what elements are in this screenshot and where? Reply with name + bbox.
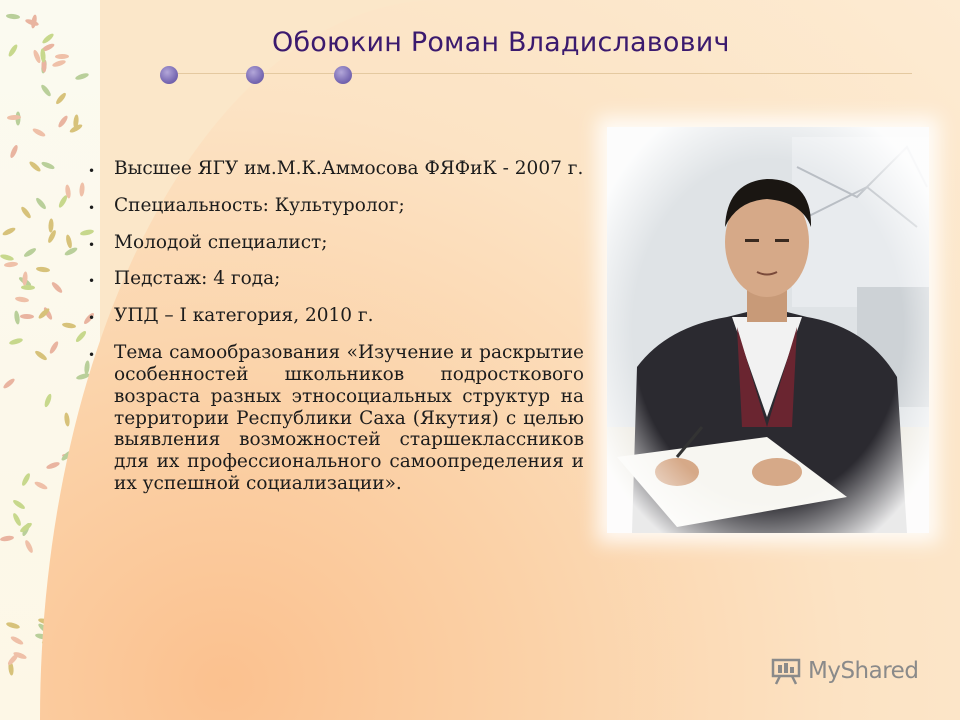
bullet-item: • Педстаж: 4 года; (88, 268, 584, 290)
leaf-decoration (35, 197, 48, 211)
leaf-decoration (41, 160, 56, 170)
bullet-item: • УПД – I категория, 2010 г. (88, 305, 584, 327)
leaf-decoration (74, 330, 87, 344)
leaf-decoration (55, 92, 68, 106)
bullet-item: • Специальность: Культуролог; (88, 195, 584, 217)
leaf-decoration (79, 182, 85, 196)
leaf-decoration (10, 635, 25, 646)
leaf-decoration (48, 340, 59, 355)
bullet-item: • Тема самообразования «Изучение и раскрытие особенностей школьников подросткового возраста разных этносоциальных структур на территории Республики Саха (Якутия) с целью выявления возможностей старшеклассников для их профессионального самоопределения и их успешной социализации». (88, 342, 584, 495)
leaf-decoration (0, 253, 14, 261)
bullet-marker: • (88, 348, 96, 363)
bullet-item: • Молодой специалист; (88, 232, 584, 254)
bullet-item: • Высшее ЯГУ им.М.К.Аммосова ФЯФиК - 2007 г. (88, 158, 584, 180)
leaf-decoration (2, 377, 16, 390)
bullet-marker: • (88, 237, 96, 252)
bullet-marker: • (88, 274, 96, 289)
leaf-decoration (7, 43, 19, 57)
leaf-decoration (14, 310, 21, 325)
myshared-watermark (770, 656, 918, 686)
leaf-decoration (6, 13, 20, 19)
bullet-marker: • (88, 200, 96, 215)
leaf-decoration (9, 144, 19, 159)
leaf-decoration (21, 472, 32, 487)
presentation-board-icon (770, 657, 802, 685)
leaf-decoration (55, 54, 69, 59)
leaf-decoration (0, 535, 14, 542)
leaf-decoration (20, 314, 34, 319)
leaf-decoration (69, 123, 84, 134)
leaf-decoration (50, 281, 63, 295)
leaf-decoration (12, 512, 23, 527)
leaf-decoration (12, 498, 26, 510)
leaf-decoration (28, 160, 42, 173)
leaf-decoration (64, 412, 71, 427)
leaf-decoration (24, 539, 35, 554)
leaf-decoration (34, 349, 48, 361)
leaf-decoration (52, 59, 67, 68)
leaf-decoration (62, 322, 77, 329)
leaf-decoration (32, 127, 47, 138)
leaf-decoration (40, 83, 53, 97)
leaf-decoration (34, 480, 49, 491)
leaf-decoration (46, 461, 61, 470)
leaf-decoration (36, 266, 51, 273)
title-divider (160, 73, 912, 74)
bullet-list (88, 158, 584, 510)
decor-dot-3 (334, 66, 352, 84)
bullet-marker: • (88, 164, 96, 178)
portrait-photo (607, 127, 929, 533)
leaf-decoration (65, 234, 73, 249)
decor-dot-1 (160, 66, 178, 84)
bullet-marker: • (88, 311, 96, 326)
leaf-decoration (57, 114, 69, 128)
leaf-decoration (4, 261, 18, 267)
leaf-decoration (23, 247, 37, 259)
watermark-text: MyShared (808, 658, 919, 684)
leaf-decoration (21, 285, 35, 290)
leaf-decoration (15, 296, 30, 303)
leaf-decoration (75, 72, 90, 81)
leaf-decoration (9, 337, 24, 346)
leaf-decoration (6, 621, 21, 630)
leaf-decoration (2, 226, 17, 237)
slide-title: Обоюкин Роман Владиславович (272, 27, 730, 58)
leaf-decoration (20, 205, 33, 219)
decor-dot-2 (246, 66, 264, 84)
leaf-decoration (43, 393, 52, 408)
